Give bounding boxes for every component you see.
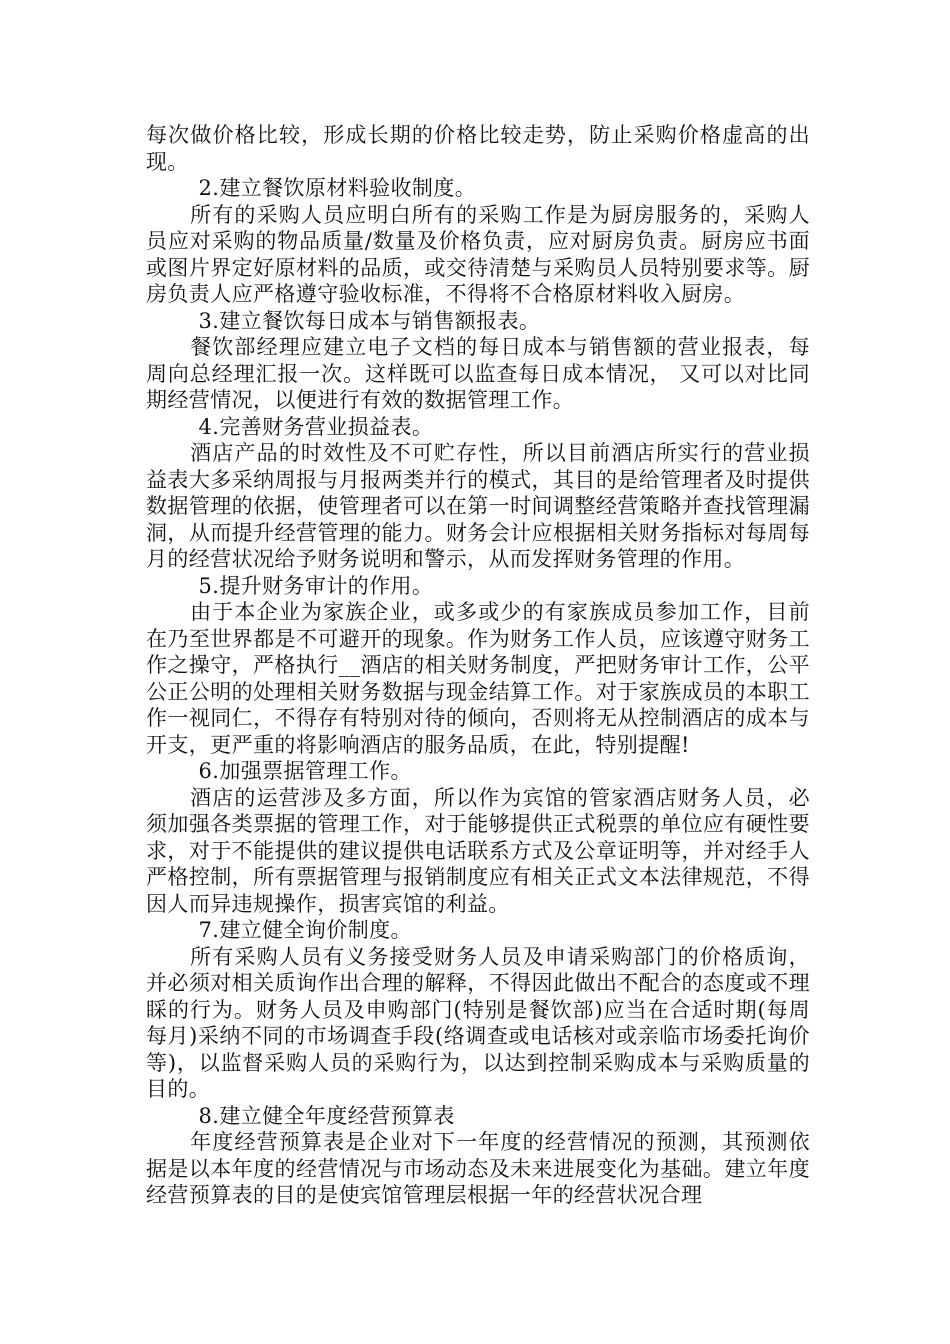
section-heading-7: 7.建立健全询价制度。 (198, 918, 412, 942)
section-heading-2: 2.建立餐饮原材料验收制度。 (198, 176, 477, 200)
paragraph-section-2: 所有的采购人员应明白所有的采购工作是为厨房服务的，采购人员应对采购的物品质量/数量及价格负责，应对厨房负责。厨房应书面或图片界定好原材料的品质，或交待清楚与采购员人员特别要求等。厨房负责人应严格遵守验收标准，不得将不合格原材料收入厨房。 (146, 202, 810, 306)
paragraph-intro-continuation: 每次做价格比较，形成长期的价格比较走势，防止采购价格虚高的出现。 (146, 123, 810, 174)
paragraph-section-7: 所有采购人员有义务接受财务人员及申请采购部门的价格质询，并必须对相关质询作出合理的解释，不得因此做出不配合的态度或不理睬的行为。财务人员及申购部门(特别是餐饮部)应当在合适时期(每周每月)采纳不同的市场调查手段(络调查或电话核对或亲临市场委托询价等)，以监督采购人员的采购行为，以达到控制采购成本与采购质量的目的。 (146, 944, 810, 1101)
section-heading-8: 8.建立健全年度经营预算表 (198, 1103, 455, 1128)
section-heading-4: 4.完善财务营业损益表。 (198, 414, 434, 439)
paragraph-section-5: 由于本企业为家族企业，或多或少的有家族成员参加工作，目前在乃至世界都是不可避开的现象。作为财务工作人员，应该遵守财务工作之操守，严格执行__酒店的相关财务制度，严把财务审计工作，公平公正公明的处理相关财务数据与现金结算工作。对于家族成员的本职工作一视同仁，不得存有特别对待的倾向，否则将无从控制酒店的成本与开支，更严重的将影响酒店的服务品质，在此，特别提醒! (146, 600, 810, 757)
section-heading-3: 3.建立餐饮每日成本与销售额报表。 (198, 308, 541, 333)
paragraph-section-4: 酒店产品的时效性及不可贮存性，所以目前酒店所实行的营业损益表大多采纳周报与月报两类并行的模式，其目的是给管理者及时提供数据管理的依据，使管理者可以在第一时间调整经营策略并查找管理漏洞，从而提升经营管理的能力。财务会计应根据相关财务指标对每周每月的经营状况给予财务说明和警示，从而发挥财务管理的作用。 (146, 441, 810, 571)
section-heading-5: 5.提升财务审计的作用。 (198, 573, 434, 598)
paragraph-section-8: 年度经营预算表是企业对下一年度的经营情况的预测，其预测依据是以本年度的经营情况与市场动态及未来进展变化为基础。建立年度经营预算表的目的是使宾馆管理层根据一年的经营状况合理 (146, 1130, 810, 1207)
document-page (146, 122, 810, 1209)
paragraph-section-6: 酒店的运营涉及多方面，所以作为宾馆的管家酒店财务人员，必须加强各类票据的管理工作，对于能够提供正式税票的单位应有硬性要求，对于不能提供的建议提供电话联系方式及公章证明等，并对经手人严格控制，所有票据管理与报销制度应有相关正式文本法律规范，不得因人而异违规操作，损害宾馆的利益。 (146, 785, 810, 916)
paragraph-section-3: 餐饮部经理应建立电子文档的每日成本与销售额的营业报表，每周向总经理汇报一次。这样既可以监查每日成本情况， 又可以对比同期经营情况，以便进行有效的数据管理工作。 (146, 335, 810, 412)
section-heading-6: 6.加强票据管理工作。 (198, 759, 412, 783)
